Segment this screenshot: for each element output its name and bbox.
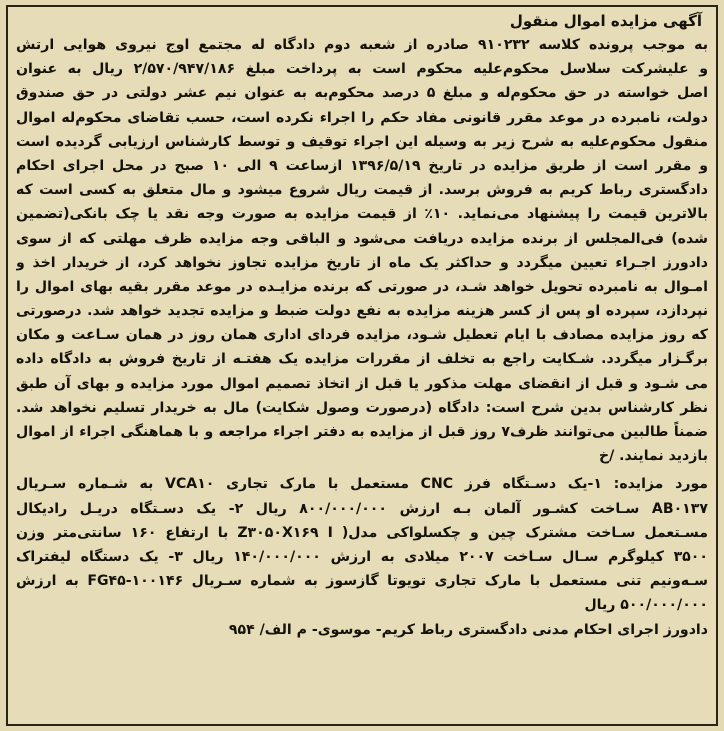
item-line: ۳۵۰۰ کیلوگرم سـال سـاخت ۲۰۰۷ میلادی به ارزش ۱۴۰/۰۰۰/۰۰۰ ریال ۳- یک دستگاه لیفتراک xyxy=(16,548,708,565)
body-line: که روز مزایده مصادف با ایام تعطیل شـود، مزایده فردای اداری همان روز در همان سـاعت و مکان xyxy=(16,327,708,344)
item-line: مورد مزایده: ۱-یک دسـتگاه فرز CNC مستعمل با مارک تجاری VCA۱۰ به شـماره سـریال xyxy=(16,476,708,493)
body-line: شده) فی‌المجلس از برنده مزایده دریافت می‌شود و الباقی وجه مزایده ظرف مهلتی که از سوی xyxy=(16,230,708,247)
signature-line: دادورز اجرای احکام مدنی دادگستری رباط کریم- موسوی- م الف/ ۹۵۴ xyxy=(228,621,708,638)
notice-body xyxy=(16,33,708,468)
body-line: به موجب پرونده کلاسه ۹۱۰۲۳۲ صادره از شعبه دوم دادگاه له مجتمع اوج نیروی هوایی ارتش xyxy=(16,37,708,53)
body-line: نپردازد، سپرده او پس از کسر هزینه مزایده به نفع دولت ضبط و مزایده تجدید خواهد شد. درصورتی xyxy=(16,303,708,320)
body-line: دادورز اجـراء تعیین میگردد و حداکثر یک ماه از تاریخ مزایده تجاوز نخواهد کرد، از خریدار اخذ و xyxy=(16,254,708,271)
item-line: ۵۰۰/۰۰۰/۰۰۰ ریال xyxy=(584,597,708,614)
auction-items xyxy=(16,472,708,617)
body-line: دادگستری رباط کریم به فروش برسد. از قیمت ریال شروع میشود و مال متعلق به کسی است که xyxy=(16,182,708,199)
body-line: دولت، نامبرده در موعد مقرر قانونی مفاد حکم را اجراء نکرده است، حسب تقاضای محکوم‌له اموال xyxy=(16,109,708,126)
item-line: مسـتعمل سـاخت مشترک چین و چکسلواکی مدل( Z۳۰۵۰X۱۶۹ I با ارتفاع ۱۶۰ سانتی‌متر وزن xyxy=(16,524,708,541)
body-line: بازدید نمایند. /خ xyxy=(598,448,708,465)
item-line: سـه‌ونیم تنی مستعمل با مارک تجاری تویوتا گازسوز به شماره سـریال ۱۰۰۱۴۶-FG۴۵ به ارزش xyxy=(16,573,708,590)
body-line: می شـود و قبل از انقضای مهلت مذکور یا قبل از اتخاذ تصمیم اموال مورد مزایده و بهای آن طبق xyxy=(16,375,708,392)
body-line: اصل خواسته در حق محکوم‌له و مبلغ ۵ درصد محکوم‌به به عنوان نیم عشر دولتی در حق صندوق xyxy=(16,85,708,102)
body-line: و مقرر است از طریق مزایده در تاریخ ۱۳۹۶/۵/۱۹ ازساعت ۹ الی ۱۰ صبح در محل اجرای احکام xyxy=(16,157,708,174)
body-line: نظر کارشناس بدین شرح است: دادگاه (درصورت وصول شکایت) مال به خریدار تسلیم نخواهد شد. xyxy=(16,399,708,416)
notice-title: آگهی مزایده اموال منقول xyxy=(509,12,702,30)
body-line: برگـزار میگردد. شـکایت راجع به تخلف از مقررات مزایده یک هفتـه از تاریخ فروش به دادگاه داده xyxy=(16,351,708,368)
body-line: و علیشرکت سلاسل محکوم‌علیه محکوم است به پرداخت مبلغ ۲/۵۷۰/۹۴۷/۱۸۶ ریال به عنوان xyxy=(16,61,708,78)
item-line: AB۰۱۳۷ سـاخت کشـور آلمان بـه ارزش ۸۰۰/۰۰۰/۰۰۰ ریال ۲- یک دسـتگاه دریـل رادیکال xyxy=(16,500,708,517)
auction-notice xyxy=(6,5,718,726)
body-line: بالاترین قیمت را پیشنهاد می‌نماید. ۱۰٪ از قیمت مزایده به صورت وجه نقد یا چک بانکی(تضمین xyxy=(16,206,708,223)
body-line: امـوال به نامبرده تحویل خواهد شـد، در صورتی که برنده مزایـده در موعد مقرر بقیه بهای اموال را xyxy=(16,278,708,295)
body-line: ضمناً طالبین می‌توانند ظرف۷ روز قبل از مزایده به دفتر اجراء مراجعه و با هماهنگی اجراء از اموال xyxy=(16,424,708,440)
body-line: منقول محکوم‌علیه به شرح زیر به وسیله این اجراء توقیف و توسط کارشناس ارزیابی گردیده است xyxy=(16,133,708,150)
